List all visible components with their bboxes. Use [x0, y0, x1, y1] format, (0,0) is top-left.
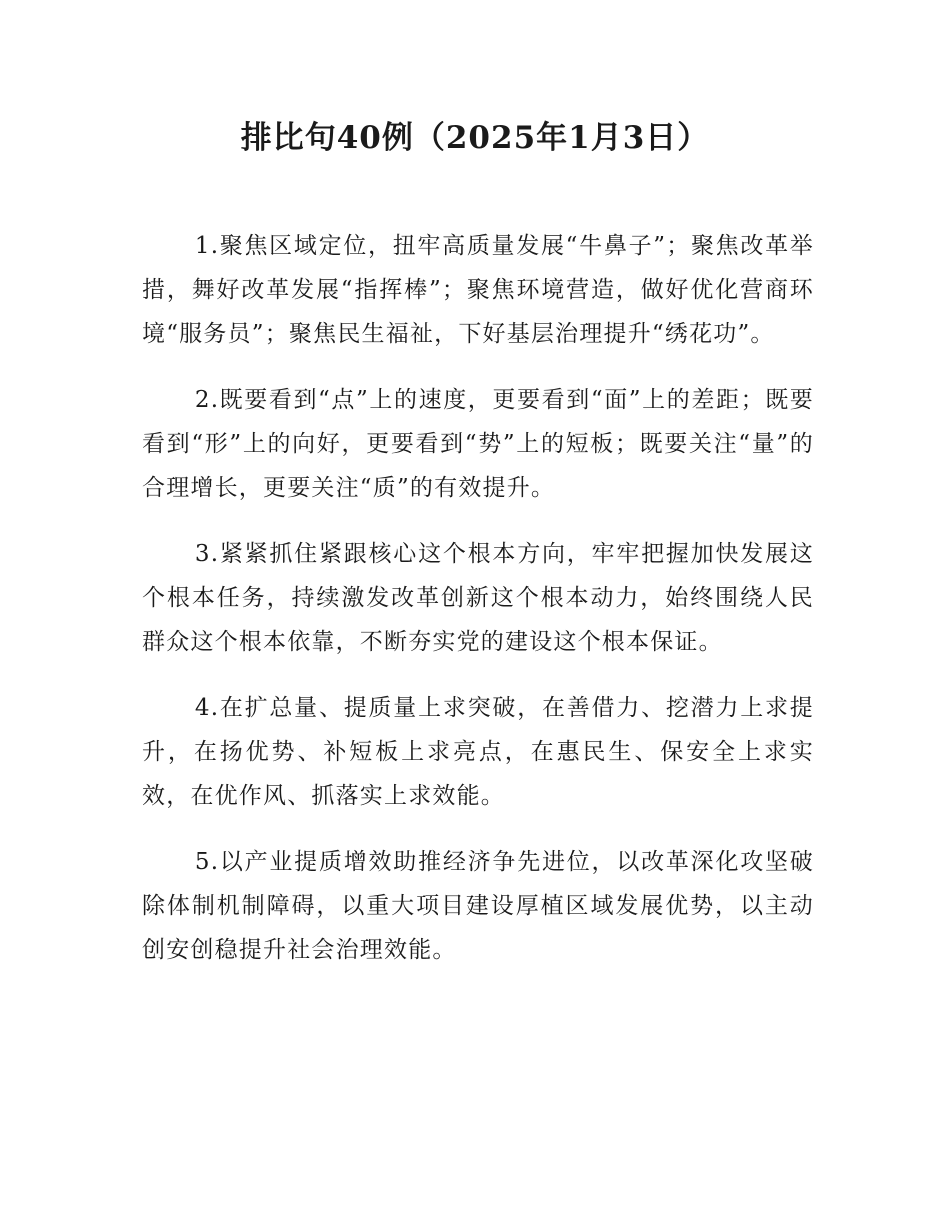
document-body: [142, 224, 814, 994]
paragraph-4: 4.在扩总量、提质量上求突破，在善借力、挖潜力上求提升，在扬优势、补短板上求亮点，在惠民生、保安全上求实效，在优作风、抓落实上求效能。: [142, 695, 814, 809]
paragraph-2: 2.既要看到“点”上的速度，更要看到“面”上的差距；既要看到“形”上的向好，更要看到“势”上的短板；既要关注“量”的合理增长，更要关注“质”的有效提升。: [142, 387, 814, 501]
document-title: 排比句40例（2025年1月3日）: [240, 120, 710, 156]
paragraph-1: 1.聚焦区域定位，扭牢高质量发展“牛鼻子”；聚焦改革举措，舞好改革发展“指挥棒”；聚焦环境营造，做好优化营商环境“服务员”；聚焦民生福祉，下好基层治理提升“绣花功”。: [142, 233, 814, 347]
paragraph-5: 5.以产业提质增效助推经济争先进位，以改革深化攻坚破除体制机制障碍，以重大项目建设厚植区域发展优势，以主动创安创稳提升社会治理效能。: [142, 849, 814, 963]
paragraph-3: 3.紧紧抓住紧跟核心这个根本方向，牢牢把握加快发展这个根本任务，持续激发改革创新这个根本动力，始终围绕人民群众这个根本依靠，不断夯实党的建设这个根本保证。: [142, 541, 814, 655]
